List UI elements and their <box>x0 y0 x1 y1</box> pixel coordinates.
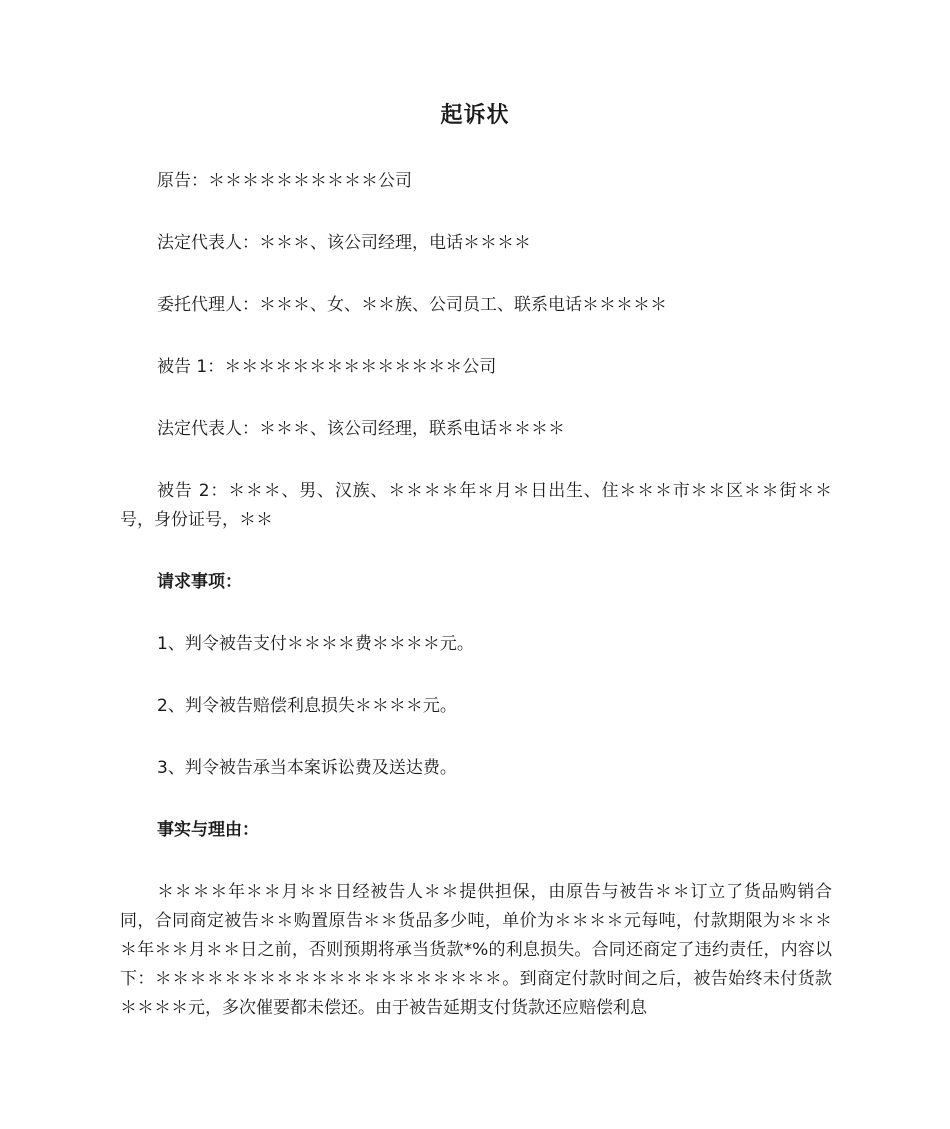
defendant1-representative-line: 法定代表人：＊＊＊、该公司经理，联系电话＊＊＊＊ <box>157 419 565 439</box>
claims-heading: 请求事项： <box>157 572 242 592</box>
defendant1-line: 被告 1：＊＊＊＊＊＊＊＊＊＊＊＊＊＊公司 <box>157 357 497 377</box>
document-title: 起诉状 <box>440 103 510 128</box>
claim-item-2: 2、判令被告赔偿利息损失＊＊＊＊元。 <box>157 696 457 716</box>
facts-paragraph: ＊＊＊＊年＊＊月＊＊日经被告人＊＊提供担保，由原告与被告＊＊订立了货品购销合同，合同商定被告＊＊购置原告＊＊货品多少吨，单价为＊＊＊＊元每吨，付款期限为＊＊＊＊年＊＊月＊＊日之前，否则预期将承当货款*%的利息损失。合同还商定了违约责任，内容以下：＊＊＊＊＊＊＊＊＊＊＊＊＊＊＊＊＊＊＊＊。到商定付款时间之后，被告始终未付货款＊＊＊＊元，多次催要都未偿还。由于被告延期支付货款还应赔偿利息 <box>120 882 832 1018</box>
plaintiff-representative-line: 法定代表人：＊＊＊、该公司经理，电话＊＊＊＊ <box>157 233 531 253</box>
agent-line: 委托代理人：＊＊＊、女、＊＊族、公司员工、联系电话＊＊＊＊＊ <box>157 295 667 315</box>
plaintiff-line: 原告：＊＊＊＊＊＊＊＊＊＊公司 <box>157 171 412 191</box>
defendant2-paragraph: 被告 2：＊＊＊、男、汉族、＊＊＊＊年＊月＊日出生、住＊＊＊市＊＊区＊＊街＊＊号，身份证号，＊＊ <box>120 481 832 530</box>
claim-item-3: 3、判令被告承当本案诉讼费及送达费。 <box>157 758 457 778</box>
claim-item-1: 1、判令被告支付＊＊＊＊费＊＊＊＊元。 <box>157 634 474 654</box>
facts-heading: 事实与理由： <box>157 820 259 840</box>
